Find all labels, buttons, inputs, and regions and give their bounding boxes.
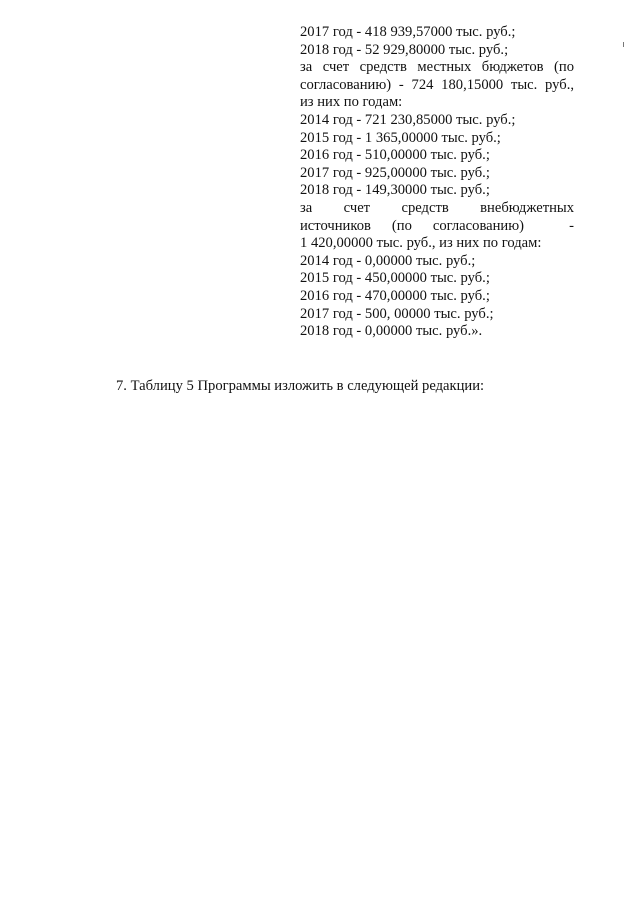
text-line: 2016 год - 470,00000 тыс. руб.; [300, 287, 490, 304]
text-line: 2017 год - 925,00000 тыс. руб.; [300, 164, 490, 181]
text-line: 1 420,00000 тыс. руб., из них по годам: [300, 235, 542, 252]
text-line: 2018 год - 0,00000 тыс. руб.». [300, 323, 483, 340]
text-line: 2018 год - 52 929,80000 тыс. руб.; [300, 41, 509, 58]
text-line: источников (по согласованию) [300, 217, 524, 234]
text-line: за счет средств местных бюджетов (по [300, 59, 574, 76]
text-line: 2017 год - 500, 00000 тыс. руб.; [300, 305, 494, 322]
text-line: 2018 год - 149,30000 тыс. руб.; [300, 182, 490, 199]
margin-mark [623, 42, 624, 47]
text-line: 2017 год - 418 939,57000 тыс. руб.; [300, 24, 516, 40]
text-line: за счет средств внебюджетных [300, 199, 574, 216]
text-line: 2014 год - 0,00000 тыс. руб.; [300, 252, 476, 269]
text-line: из них по годам: [300, 94, 403, 111]
text-line: 2015 год - 450,00000 тыс. руб.; [300, 270, 490, 287]
text-line: 2014 год - 721 230,85000 тыс. руб.; [300, 111, 516, 128]
item-7-paragraph: 7. Таблицу 5 Программы изложить в следующей редакции: [116, 378, 485, 394]
text-line: 2015 год - 1 365,00000 тыс. руб.; [300, 129, 501, 146]
text-line: согласованию) - 724 180,15000 тыс. руб., [300, 76, 574, 93]
text-dash: - [569, 217, 574, 234]
text-line: 2016 год - 510,00000 тыс. руб.; [300, 147, 490, 164]
funding-text-column [300, 24, 574, 341]
